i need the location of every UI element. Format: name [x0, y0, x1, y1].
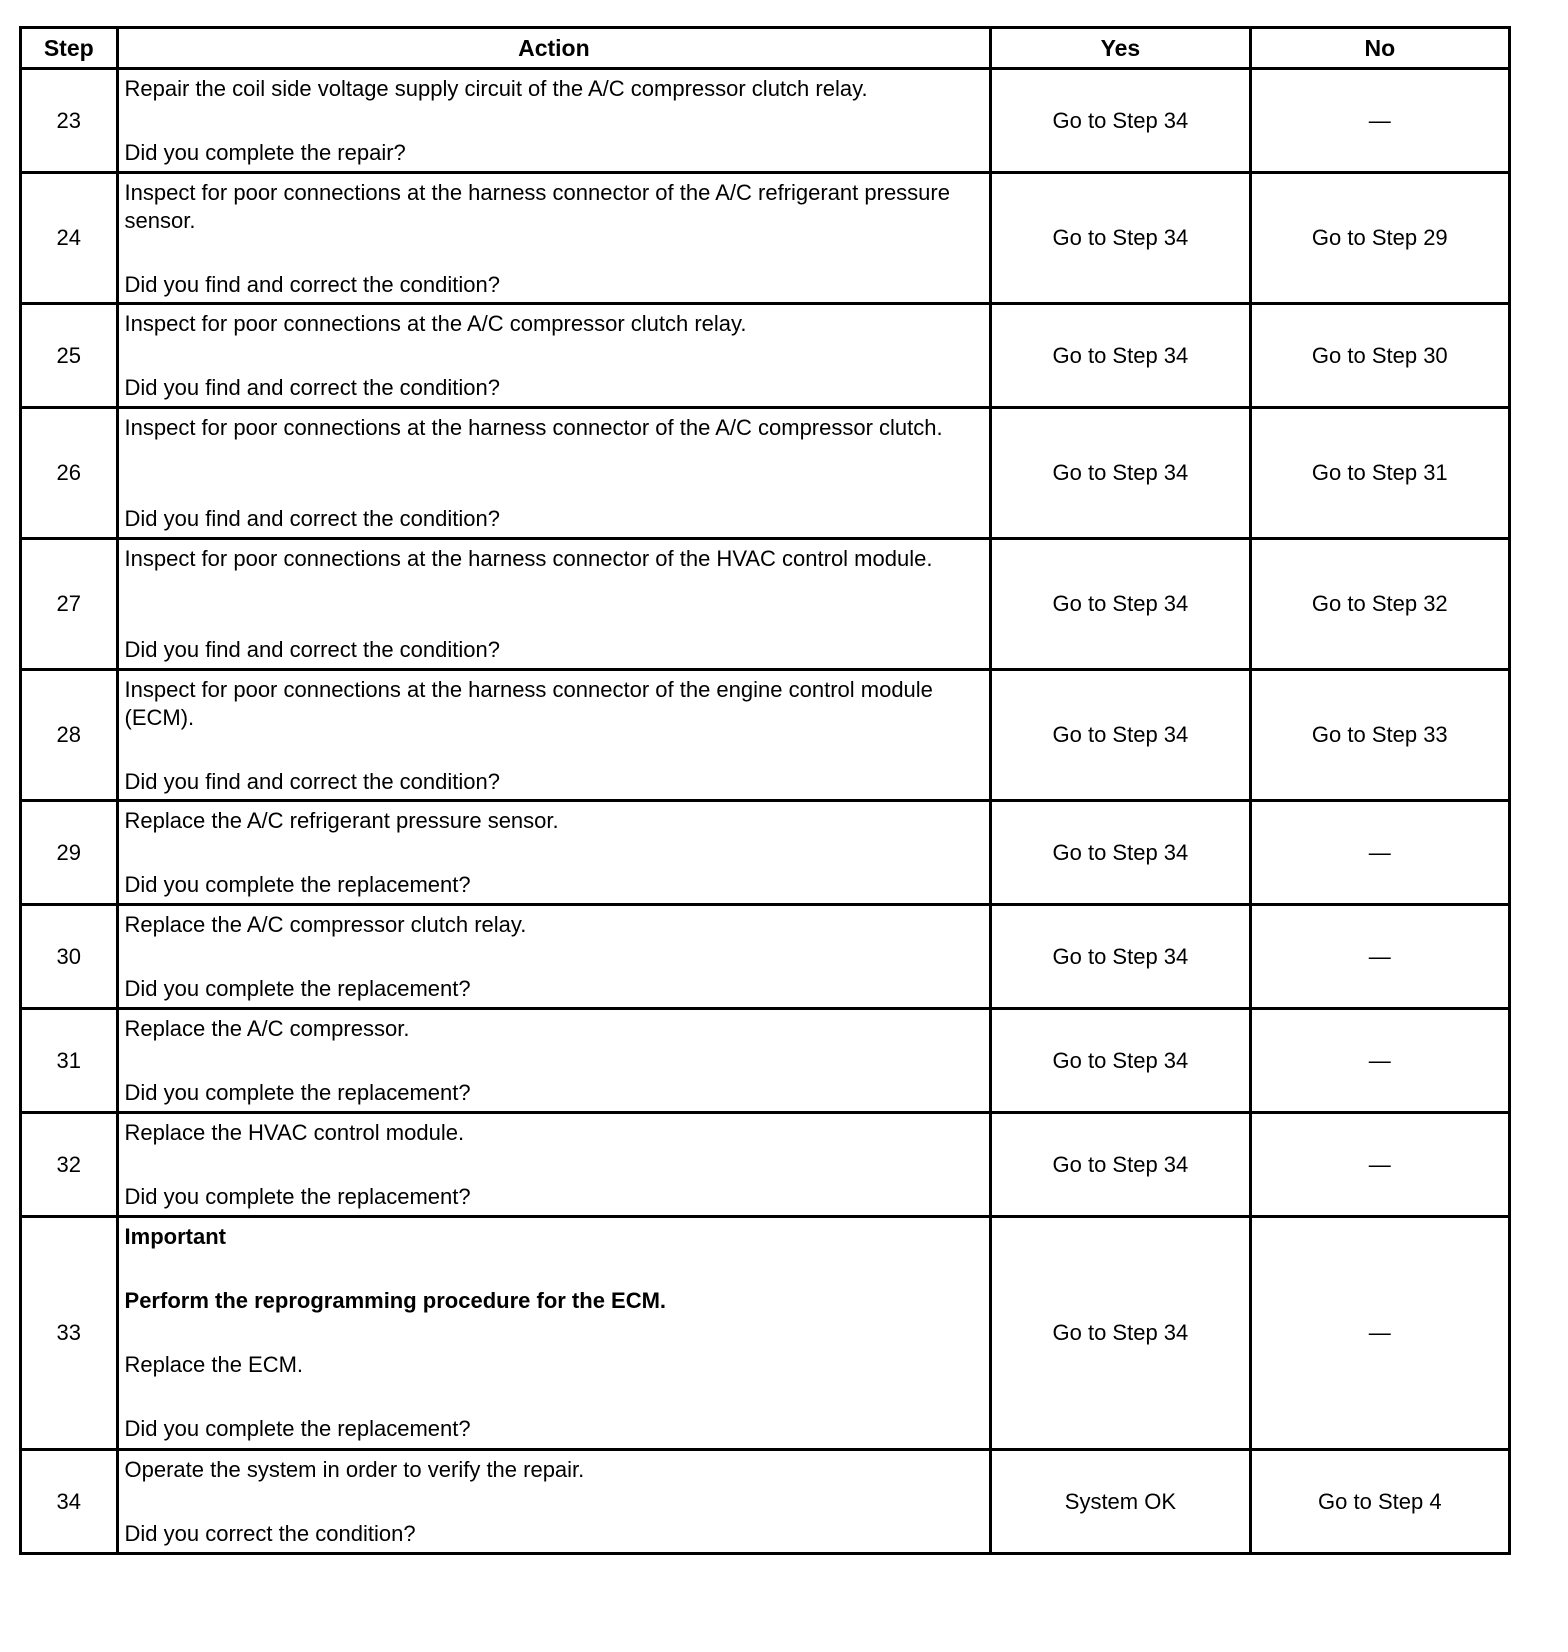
- action-question: Did you complete the replacement?: [124, 871, 471, 897]
- step-number: 29: [21, 801, 118, 905]
- action-text: Inspect for poor connections at the A/C compressor clutch relay.: [124, 310, 747, 336]
- action-text: Inspect for poor connections at the harness connector of the engine control module (ECM).: [124, 676, 933, 730]
- action-cell: [117, 801, 991, 905]
- action-question: Did you complete the replacement?: [124, 1079, 471, 1105]
- table-row: [21, 905, 1510, 1009]
- step-number: 26: [21, 408, 118, 539]
- no-result: —: [1250, 905, 1509, 1009]
- action-cell: [117, 173, 991, 304]
- header-no: No: [1250, 28, 1509, 69]
- yes-result: Go to Step 34: [991, 173, 1250, 304]
- action-cell: [117, 1009, 991, 1113]
- action-question: Did you complete the repair?: [124, 139, 406, 165]
- table-row: [21, 173, 1510, 304]
- action-question: Did you complete the replacement?: [124, 1183, 471, 1209]
- yes-result: Go to Step 34: [991, 69, 1250, 173]
- action-question: Did you correct the condition?: [124, 1520, 416, 1546]
- action-text: Replace the HVAC control module.: [124, 1119, 465, 1145]
- yes-result: Go to Step 34: [991, 1009, 1250, 1113]
- header-row: [21, 28, 1510, 69]
- action-cell: [117, 905, 991, 1009]
- yes-result: Go to Step 34: [991, 1217, 1250, 1450]
- action-cell: [117, 670, 991, 801]
- action-question: Did you complete the replacement?: [124, 975, 471, 1001]
- step-number: 25: [21, 304, 118, 408]
- step-number: 31: [21, 1009, 118, 1113]
- no-result: Go to Step 4: [1250, 1450, 1509, 1554]
- header-yes: Yes: [991, 28, 1250, 69]
- action-text: Perform the reprogramming procedure for the ECM.: [124, 1287, 667, 1313]
- table-row: [21, 1113, 1510, 1217]
- table-row: [21, 539, 1510, 670]
- action-question: Did you find and correct the condition?: [124, 768, 500, 794]
- no-result: Go to Step 33: [1250, 670, 1509, 801]
- action-question: Did you find and correct the condition?: [124, 374, 500, 400]
- yes-result: Go to Step 34: [991, 801, 1250, 905]
- step-number: 27: [21, 539, 118, 670]
- yes-result: Go to Step 34: [991, 408, 1250, 539]
- step-number: 24: [21, 173, 118, 304]
- action-text: Important: [124, 1223, 226, 1249]
- action-question: Did you complete the replacement?: [124, 1416, 471, 1442]
- action-text: Replace the A/C compressor clutch relay.: [124, 911, 527, 937]
- no-result: Go to Step 30: [1250, 304, 1509, 408]
- no-result: —: [1250, 1009, 1509, 1113]
- no-result: Go to Step 29: [1250, 173, 1509, 304]
- header-action: Action: [117, 28, 991, 69]
- header-step: Step: [21, 28, 118, 69]
- table-row: [21, 1217, 1510, 1450]
- action-text: Repair the coil side voltage supply circuit of the A/C compressor clutch relay.: [124, 75, 868, 101]
- table-row: [21, 304, 1510, 408]
- action-cell: [117, 408, 991, 539]
- table-row: [21, 69, 1510, 173]
- action-cell: [117, 1217, 991, 1450]
- yes-result: Go to Step 34: [991, 905, 1250, 1009]
- action-question: Did you find and correct the condition?: [124, 636, 500, 662]
- table-row: [21, 1009, 1510, 1113]
- action-question: Did you find and correct the condition?: [124, 505, 500, 531]
- yes-result: Go to Step 34: [991, 1113, 1250, 1217]
- step-number: 23: [21, 69, 118, 173]
- action-cell: [117, 69, 991, 173]
- table-row: [21, 408, 1510, 539]
- yes-result: Go to Step 34: [991, 304, 1250, 408]
- step-number: 28: [21, 670, 118, 801]
- yes-result: Go to Step 34: [991, 670, 1250, 801]
- action-text: Replace the A/C refrigerant pressure sensor.: [124, 807, 559, 833]
- no-result: Go to Step 32: [1250, 539, 1509, 670]
- action-text: Replace the A/C compressor.: [124, 1015, 410, 1041]
- action-question: Did you find and correct the condition?: [124, 271, 500, 297]
- step-number: 34: [21, 1450, 118, 1554]
- no-result: —: [1250, 1217, 1509, 1450]
- diagnostic-table: [19, 26, 1511, 1555]
- yes-result: System OK: [991, 1450, 1250, 1554]
- no-result: —: [1250, 801, 1509, 905]
- table-row: [21, 801, 1510, 905]
- action-cell: [117, 1450, 991, 1554]
- no-result: —: [1250, 69, 1509, 173]
- action-text: Inspect for poor connections at the harness connector of the HVAC control module.: [124, 545, 933, 571]
- action-text: Operate the system in order to verify the repair.: [124, 1456, 585, 1482]
- table-row: [21, 670, 1510, 801]
- action-text: Inspect for poor connections at the harness connector of the A/C refrigerant pressure sensor.: [124, 179, 950, 233]
- action-cell: [117, 304, 991, 408]
- action-cell: [117, 1113, 991, 1217]
- table-body: [21, 69, 1510, 1554]
- action-text: Inspect for poor connections at the harness connector of the A/C compressor clutch.: [124, 414, 943, 440]
- no-result: Go to Step 31: [1250, 408, 1509, 539]
- yes-result: Go to Step 34: [991, 539, 1250, 670]
- action-text: Replace the ECM.: [124, 1352, 304, 1378]
- action-cell: [117, 539, 991, 670]
- no-result: —: [1250, 1113, 1509, 1217]
- step-number: 33: [21, 1217, 118, 1450]
- step-number: 32: [21, 1113, 118, 1217]
- step-number: 30: [21, 905, 118, 1009]
- table-row: [21, 1450, 1510, 1554]
